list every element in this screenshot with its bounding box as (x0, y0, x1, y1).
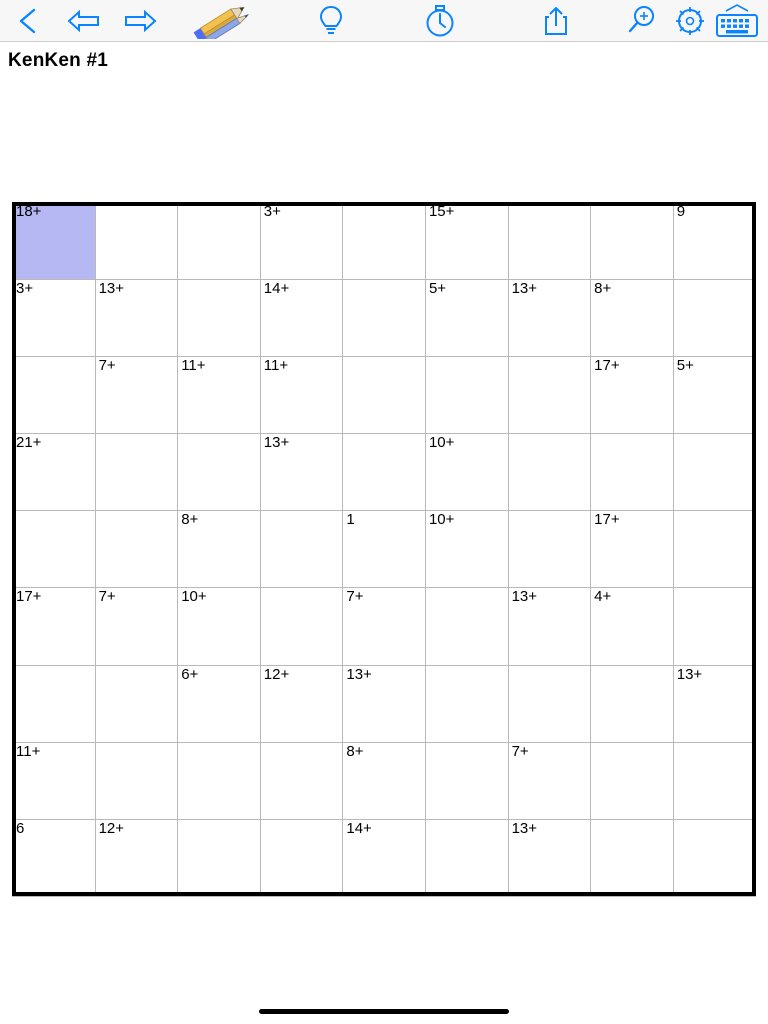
grid-cell-4-3[interactable] (260, 511, 343, 588)
grid-cell-0-6[interactable] (508, 203, 591, 280)
grid-row (13, 280, 756, 357)
grid-cell-3-6[interactable] (508, 434, 591, 511)
grid-cell-1-6[interactable] (508, 280, 591, 357)
grid-cell-selected[interactable] (13, 203, 96, 280)
grid-cell-2-5[interactable] (425, 357, 508, 434)
kenken-grid[interactable] (12, 202, 756, 896)
grid-cell-7-1[interactable] (95, 742, 178, 819)
grid-cell-0-8[interactable] (673, 203, 756, 280)
grid-cell-6-6[interactable] (508, 665, 591, 742)
lightbulb-icon (316, 4, 346, 38)
grid-cell-7-3[interactable] (260, 742, 343, 819)
grid-cell-0-5[interactable] (425, 203, 508, 280)
grid-cell-1-4[interactable] (343, 280, 426, 357)
grid-cell-6-8[interactable] (673, 665, 756, 742)
cage-label: 14+ (346, 819, 372, 837)
grid-cell-1-3[interactable] (260, 280, 343, 357)
cage-label: 1 (346, 511, 355, 529)
cage-label: 11+ (263, 357, 289, 375)
cage-label: 18+ (16, 203, 42, 220)
cage-label: 7+ (346, 588, 364, 606)
cage-label: 17+ (594, 357, 620, 375)
grid-cell-2-2[interactable] (178, 357, 261, 434)
grid-cell-5-3[interactable] (260, 588, 343, 665)
share-button[interactable] (496, 0, 616, 42)
grid-cell-4-5[interactable] (425, 511, 508, 588)
grid-cell-3-5[interactable] (425, 434, 508, 511)
grid-cell-1-0[interactable] (13, 280, 96, 357)
cage-label: 13+ (263, 434, 290, 452)
home-indicator (259, 1009, 509, 1014)
grid-cell-4-1[interactable] (95, 511, 178, 588)
cage-label: 6 (16, 819, 25, 837)
cage-label: 4+ (594, 588, 612, 606)
grid-cell-5-8[interactable] (673, 588, 756, 665)
cage-label: 13+ (346, 665, 372, 683)
grid-cell-3-2[interactable] (178, 434, 261, 511)
grid-row (13, 203, 756, 280)
cage-label: 8+ (594, 280, 612, 298)
cage-label: 17+ (16, 588, 42, 606)
grid-cell-6-4[interactable] (343, 665, 426, 742)
grid-cell-0-1[interactable] (95, 203, 178, 280)
grid-cell-4-4[interactable] (343, 511, 426, 588)
cage-label: 10+ (181, 588, 207, 606)
magnifier-plus-icon (625, 4, 659, 38)
chevron-left-icon (15, 6, 41, 36)
grid-cell-2-1[interactable] (95, 357, 178, 434)
cage-label: 3+ (263, 203, 281, 220)
cage-label: 17+ (594, 511, 620, 529)
grid-cell-3-4[interactable] (343, 434, 426, 511)
grid-cell-4-2[interactable] (178, 511, 261, 588)
cage-label: 9 (676, 203, 686, 220)
cage-label: 12+ (98, 819, 125, 837)
grid-row (13, 511, 756, 588)
cage-label: 13+ (511, 588, 538, 606)
grid-cell-7-2[interactable] (178, 742, 261, 819)
keyboard-icon (714, 4, 760, 38)
cage-label: 12+ (263, 665, 290, 683)
grid-cell-0-2[interactable] (178, 203, 261, 280)
grid-cell-0-3[interactable] (260, 203, 343, 280)
toolbar (0, 0, 768, 42)
cage-label: 10+ (428, 511, 455, 529)
timer-button[interactable] (384, 0, 496, 42)
pencil-icon (188, 3, 258, 39)
grid-cell-7-6[interactable] (508, 742, 591, 819)
grid-cell-6-1[interactable] (95, 665, 178, 742)
cage-label: 13+ (511, 819, 538, 837)
cage-label: 8+ (346, 742, 364, 760)
grid-cell-6-2[interactable] (178, 665, 261, 742)
page-title: KenKen #1 (8, 50, 109, 71)
settings-button[interactable] (668, 0, 712, 42)
grid-cell-0-7[interactable] (591, 203, 674, 280)
grid-cell-7-7[interactable] (591, 742, 674, 819)
cage-label: 13+ (676, 665, 703, 683)
grid-row (13, 357, 756, 434)
grid-row (13, 434, 756, 511)
keyboard-button[interactable] (712, 0, 762, 42)
cage-label: 5+ (428, 280, 447, 298)
cage-label: 7+ (98, 357, 116, 375)
grid-cell-1-1[interactable] (95, 280, 178, 357)
back-button[interactable] (0, 0, 56, 42)
grid-cell-1-7[interactable] (591, 280, 674, 357)
grid-cell-1-8[interactable] (673, 280, 756, 357)
grid-cell-3-0[interactable] (13, 434, 96, 511)
grid-cell-6-0[interactable] (13, 665, 96, 742)
cage-label: 21+ (16, 434, 42, 452)
cage-label: 7+ (511, 742, 529, 760)
grid-cell-5-1[interactable] (95, 588, 178, 665)
grid-cell-7-4[interactable] (343, 742, 426, 819)
grid-cell-8-7[interactable] (591, 819, 674, 896)
grid-cell-6-5[interactable] (425, 665, 508, 742)
grid-cell-6-7[interactable] (591, 665, 674, 742)
arrow-right-icon (121, 8, 159, 34)
cage-label: 10+ (428, 434, 455, 452)
grid-cell-7-5[interactable] (425, 742, 508, 819)
undo-button[interactable] (56, 0, 112, 42)
grid-cell-3-7[interactable] (591, 434, 674, 511)
grid-cell-8-6[interactable] (508, 819, 591, 896)
grid-cell-8-0[interactable] (13, 819, 96, 896)
grid-cell-2-6[interactable] (508, 357, 591, 434)
grid-cell-4-6[interactable] (508, 511, 591, 588)
grid-cell-5-6[interactable] (508, 588, 591, 665)
grid-cell-5-7[interactable] (591, 588, 674, 665)
cage-label: 6+ (181, 665, 199, 683)
grid-cell-4-0[interactable] (13, 511, 96, 588)
grid-cell-7-0[interactable] (13, 742, 96, 819)
cage-label: 3+ (16, 280, 34, 298)
grid-cell-2-4[interactable] (343, 357, 426, 434)
pencil-button[interactable] (168, 0, 278, 42)
grid-cell-8-5[interactable] (425, 819, 508, 896)
grid-row (13, 819, 756, 896)
grid-cell-2-0[interactable] (13, 357, 96, 434)
grid-cell-8-4[interactable] (343, 819, 426, 896)
arrow-left-icon (65, 8, 103, 34)
cage-label: 14+ (263, 280, 290, 298)
grid-cell-5-2[interactable] (178, 588, 261, 665)
cage-label: 15+ (428, 203, 455, 220)
grid-cell-3-1[interactable] (95, 434, 178, 511)
grid-cell-2-7[interactable] (591, 357, 674, 434)
cage-label: 8+ (181, 511, 199, 529)
grid-cell-8-8[interactable] (673, 819, 756, 896)
grid-cell-8-1[interactable] (95, 819, 178, 896)
cage-label: 11+ (16, 742, 41, 760)
grid-cell-2-8[interactable] (673, 357, 756, 434)
share-icon (542, 4, 570, 38)
grid-cell-4-8[interactable] (673, 511, 756, 588)
grid-row (13, 665, 756, 742)
grid-cell-5-5[interactable] (425, 588, 508, 665)
grid-cell-1-2[interactable] (178, 280, 261, 357)
hint-button[interactable] (278, 0, 384, 42)
grid-cell-8-3[interactable] (260, 819, 343, 896)
grid-row (13, 588, 756, 665)
grid-cell-3-3[interactable] (260, 434, 343, 511)
grid-cell-4-7[interactable] (591, 511, 674, 588)
grid-row (13, 742, 756, 819)
grid-cell-5-0[interactable] (13, 588, 96, 665)
grid-cell-0-4[interactable] (343, 203, 426, 280)
grid-cell-5-4[interactable] (343, 588, 426, 665)
stopwatch-icon (423, 3, 457, 39)
gear-icon (673, 4, 707, 38)
grid-cell-7-8[interactable] (673, 742, 756, 819)
grid-cell-6-3[interactable] (260, 665, 343, 742)
grid-cell-8-2[interactable] (178, 819, 261, 896)
grid-cell-2-3[interactable] (260, 357, 343, 434)
cage-label: 13+ (98, 280, 125, 298)
cage-label: 11+ (181, 357, 206, 375)
kenken-table[interactable] (12, 202, 756, 897)
cage-label: 5+ (676, 357, 694, 375)
cage-label: 7+ (98, 588, 116, 606)
zoom-button[interactable] (616, 0, 668, 42)
redo-button[interactable] (112, 0, 168, 42)
grid-cell-3-8[interactable] (673, 434, 756, 511)
grid-cell-1-5[interactable] (425, 280, 508, 357)
cage-label: 13+ (511, 280, 538, 298)
